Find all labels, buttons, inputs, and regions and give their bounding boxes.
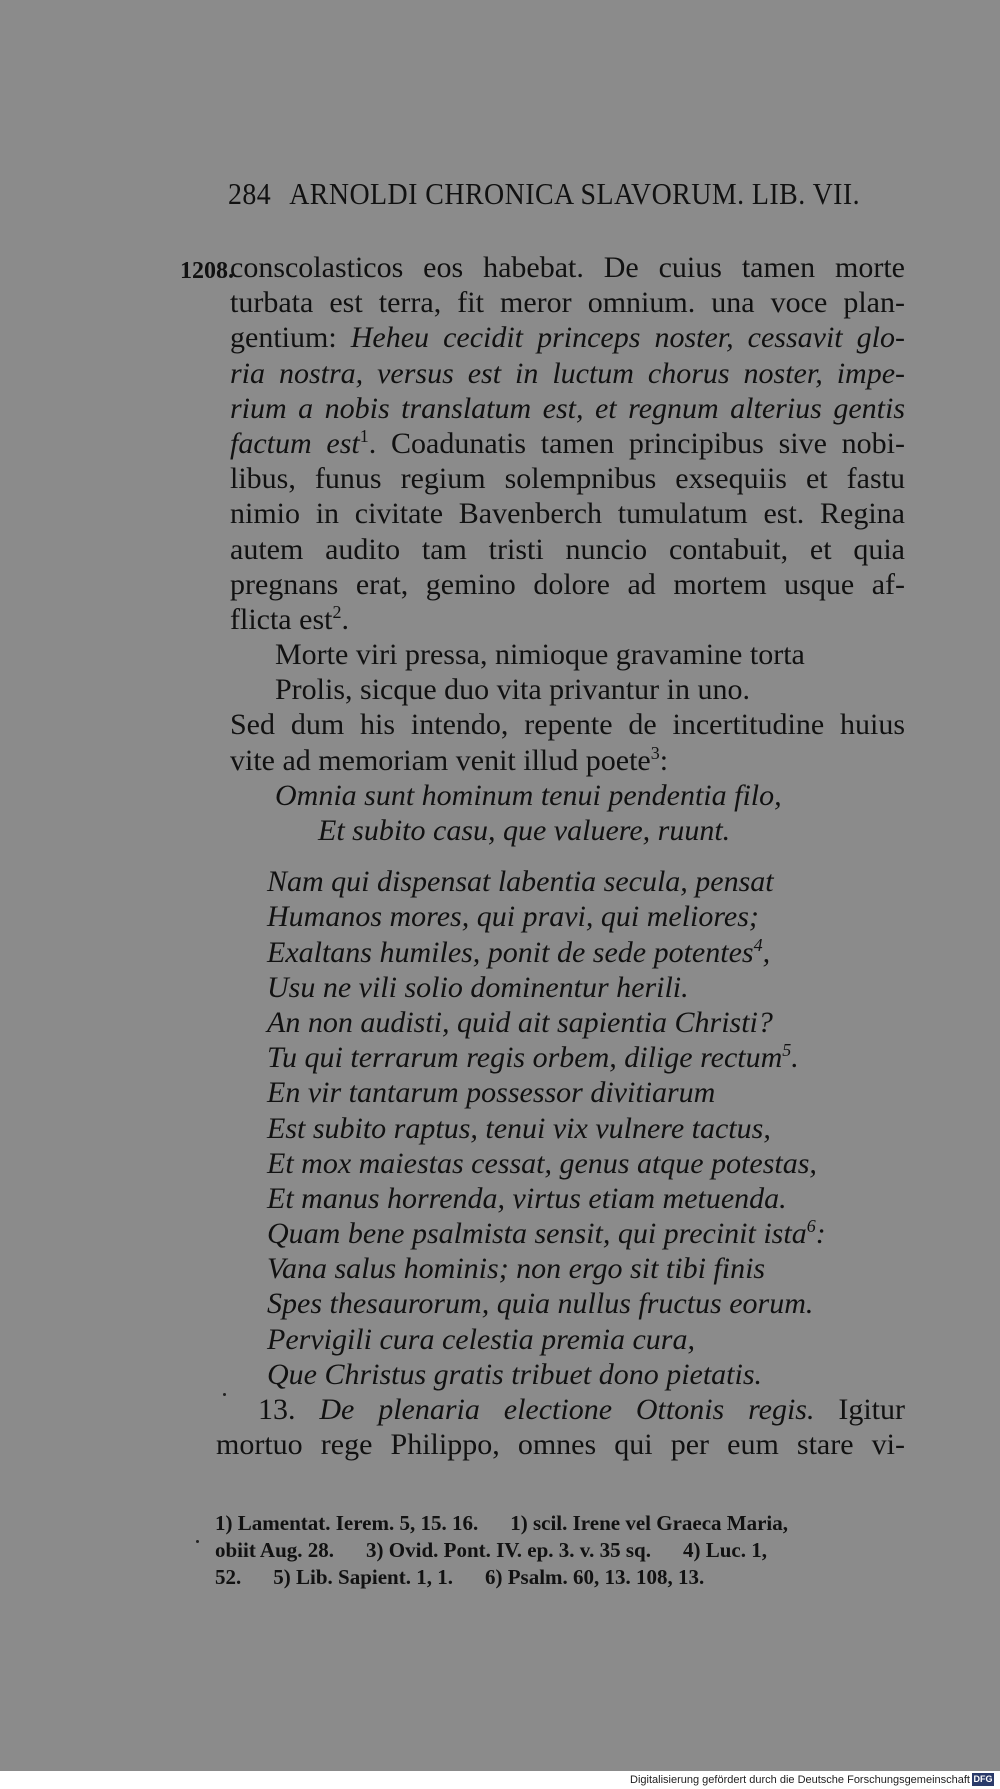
poem-line: Quam bene psalmista sensit, qui precinit ista$^6$:	[267, 1216, 826, 1251]
poem-line: Exaltans humiles, ponit de sede potentes$^4$,	[267, 934, 771, 969]
text-line: nimio in civitate Bavenberch tumulatum est. Regina	[230, 497, 905, 531]
text-line: gentium: Heheu cecidit princeps noster, cessavit glo-	[230, 321, 905, 355]
text-line: ria nostra, versus est in luctum chorus noster, impe-	[230, 356, 905, 390]
text-line: turbata est terra, fit meror omnium. una voce plan-	[230, 286, 905, 320]
poem-line: Que Christus gratis tribuet dono pietatis.	[267, 1357, 763, 1391]
page-number: 284	[228, 176, 272, 211]
text-line: conscolasticos eos habebat. De cuius tamen morte	[230, 251, 905, 284]
poem-line: Et manus horrenda, virtus etiam metuenda.	[267, 1181, 787, 1215]
section-title: De plenaria electione Ottonis regis.	[319, 1393, 815, 1426]
text-line: pregnans erat, gemino dolore ad mortem usque af-	[230, 567, 905, 601]
section-number: 13.	[258, 1393, 296, 1426]
running-title: ARNOLDI CHRONICA SLAVORUM. LIB. VII.	[289, 176, 861, 211]
poem-line: En vir tantarum possessor divitiarum	[267, 1076, 716, 1110]
footnotes	[215, 1510, 890, 1591]
quote-line: Et subito casu, que valuere, ruunt.	[318, 814, 731, 847]
verse-line: Morte viri pressa, nimioque gravamine torta	[275, 638, 805, 672]
text-line: rium a nobis translatum est, et regnum alterius gentis	[230, 391, 905, 425]
text-line: libus, funus regium solempnibus exsequiis et fastu	[230, 462, 905, 496]
footnote-line: 1) Lamentat. Ierem. 5, 15. 16. 1) scil. Irene vel Graeca Maria,	[215, 1511, 789, 1535]
dfg-logo: DFG	[973, 1774, 993, 1784]
text-line: mortuo rege Philippo, omnes qui per eum stare vi-	[216, 1428, 905, 1462]
poem-line: Vana salus hominis; non ergo sit tibi finis	[267, 1252, 766, 1286]
poem-line: Et mox maiestas cessat, genus atque potestas,	[267, 1146, 817, 1180]
footnote-ref: 5	[782, 1040, 792, 1061]
verse-line: Prolis, sicque duo vita privantur in uno.	[275, 673, 750, 707]
text-line: factum est$^1$. Coadunatis tamen principibus sive nobi-	[230, 425, 905, 460]
poem-line: Humanos mores, qui pravi, qui meliores;	[267, 900, 759, 934]
footnote-ref: 3	[650, 742, 660, 763]
footnote-ref: 6	[806, 1216, 816, 1237]
text-line: Sed dum his intendo, repente de incertitudine huius	[230, 708, 905, 742]
running-head	[228, 176, 867, 212]
poem-line: Est subito raptus, tenui vix vulnere tactus,	[267, 1111, 771, 1145]
poem-line: Spes thesaurorum, quia nullus fructus eorum.	[267, 1287, 814, 1321]
poem-line: Usu ne vili solio dominentur herili.	[267, 970, 689, 1004]
text-line: autem audito tam tristi nuncio contabuit, et quia	[230, 532, 905, 566]
digitization-credit: Digitalisierung gefördert durch die Deutsche Forschungsgemeinschaft	[630, 1774, 970, 1786]
text-line: vite ad memoriam venit illud poete$^3$:	[230, 742, 669, 777]
poem-line: Nam qui dispensat labentia secula, pensat	[267, 865, 774, 899]
footnote-ref: 1	[359, 425, 369, 446]
main-text	[180, 250, 905, 1462]
scan-speck	[223, 1393, 226, 1396]
scan-speck	[196, 1540, 199, 1543]
footnote-line: 52. 5) Lib. Sapient. 1, 1. 6) Psalm. 60, 13. 108, 13.	[215, 1565, 705, 1589]
poem-line: Pervigili cura celestia premia cura,	[267, 1322, 695, 1356]
footnote-line: obiit Aug. 28. 3) Ovid. Pont. IV. ep. 3. v. 35 sq. 4) Luc. 1,	[215, 1538, 767, 1562]
margin-year: 1208.	[180, 258, 234, 284]
section-heading-line: 13. De plenaria electione Ottonis regis. Igitur	[258, 1393, 905, 1426]
footnote-ref: 2	[332, 601, 342, 622]
poem-line: An non audisti, quid ait sapientia Christi?	[267, 1005, 773, 1039]
quote-line: Omnia sunt hominum tenui pendentia filo,	[275, 778, 782, 812]
footnote-ref: 4	[753, 934, 763, 955]
poem-line: Tu qui terrarum regis orbem, dilige rectum$^5$.	[267, 1040, 799, 1075]
text-line: flicta est$^2$.	[230, 601, 349, 636]
